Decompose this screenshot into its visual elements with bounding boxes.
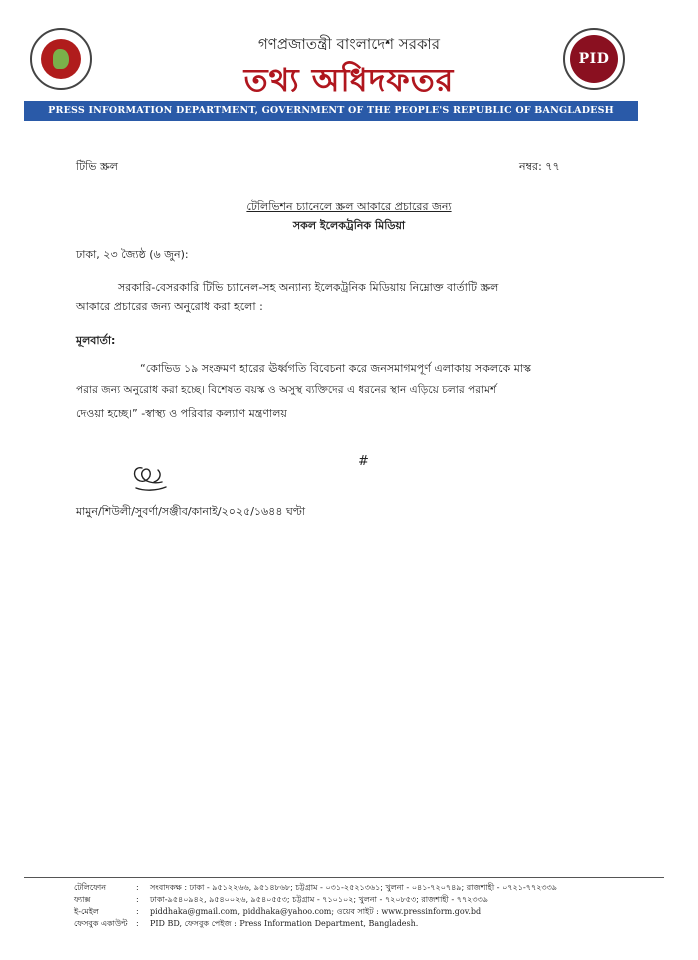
message-heading: মূলবার্তা: <box>76 334 116 347</box>
government-name: গণপ্রজাতন্ত্রী বাংলাদেশ সরকার <box>257 35 441 53</box>
pid-logo-text: PID <box>578 51 610 67</box>
subject-line: টেলিভিশন চ্যানেলে স্ক্রল আকারে প্রচারের জন্য <box>246 200 452 213</box>
handwritten-signature-icon <box>128 460 172 496</box>
office-name: তথ্য অধিদফতর <box>243 61 455 99</box>
footer-label: ফেসবুক একাউন্ট <box>74 919 128 928</box>
footer-value[interactable]: piddhaka@gmail.com, piddhaka@yahoo.com; ওয়েব সাইট : www.pressinform.gov.bd <box>150 907 482 916</box>
message-line-3: দেওয়া হচ্ছে।” -স্বাস্থ্য ও পরিবার কল্যাণ মন্ত্রণালয় <box>76 407 287 420</box>
footer-row-email: ই-মেইল : piddhaka@gmail.com, piddhaka@yahoo.com; ওয়েব সাইট : www.pressinform.gov.bd <box>74 906 481 919</box>
message-line-2: পরার জন্য অনুরোধ করা হচ্ছে। বিশেষত বয়স্ক ও অসুস্থ ব্যক্তিদের এ ধরনের স্থান এড়িয়ে চলার পরামর্শ <box>76 384 497 396</box>
category-label: টিভি স্ক্রল <box>76 160 118 173</box>
recipient-line: সকল ইলেকট্রনিক মিডিয়া <box>292 219 406 232</box>
footer-row-fax: ফ্যাক্স : ঢাকা-৯৫৪০৯৪২, ৯৫৪০০২৬, ৯৫৪০৫৫৩; চট্টগ্রাম - ৭১০১০২; খুলনা - ৭২০৮৫৩; রাজশাহী - ৭৭২৩৩৯ <box>74 894 488 907</box>
request-line-1: সরকারি-বেসরকারি টিভি চ্যানেল-সহ অন্যান্য ইলেকট্রনিক মিডিয়ায় নিম্নোক্ত বার্তাটি স্ক্রল <box>118 281 499 294</box>
footer-row-facebook: ফেসবুক একাউন্ট : PID BD, ফেসবুক পেইজ : Press Information Department, Bangladesh. <box>74 918 418 931</box>
footer-value: সংবাদকক্ষ : ঢাকা - ৯৫১২২৬৬, ৯৫১৪৮৬৮; চট্টগ্রাম - ০৩১-২৫২১৩৬১; খুলনা - ০৪১-৭২০৭৪৯; রাজশাহী - ০৭২১-৭৭২৩৩৯ <box>150 883 557 892</box>
request-line-2: আকারে প্রচারের জন্য অনুরোধ করা হলো : <box>76 300 263 313</box>
end-mark: # <box>358 454 369 469</box>
message-line-1: “কোভিড ১৯ সংক্রমণ হারের ঊর্ধ্বগতি বিবেচনা করে জনসমাগমপূর্ণ এলাকায় সকলকে মাস্ক <box>140 362 531 375</box>
footer-value[interactable]: PID BD, ফেসবুক পেইজ : Press Information Department, Bangladesh. <box>150 919 419 928</box>
footer-label: ফ্যাক্স <box>74 895 91 904</box>
signoff-line: মামুন/শিউলী/সুবর্ণা/সঞ্জীব/কানাই/২০২৫/১৬৪৪ ঘণ্টা <box>76 505 306 518</box>
footer-row-phone: টেলিফোন : সংবাদকক্ষ : ঢাকা - ৯৫১২২৬৬, ৯৫১৪৮৬৮; চট্টগ্রাম - ০৩১-২৫২১৩৬১; খুলনা - ০৪১-৭২০৭৪৯; রাজশাহী - ০৭২১-৭৭২৩৩৯ <box>74 882 557 895</box>
date-line: ঢাকা, ২৩ জ্যৈষ্ঠ (৬ জুন): <box>76 248 189 261</box>
footer-label: ই-মেইল <box>74 907 99 916</box>
department-banner: PRESS INFORMATION DEPARTMENT, GOVERNMENT OF THE PEOPLE'S REPUBLIC OF BANGLADESH <box>24 101 638 121</box>
press-number: নম্বর: ৭৭ <box>519 160 560 173</box>
footer-divider <box>24 877 664 878</box>
footer-value: ঢাকা-৯৫৪০৯৪২, ৯৫৪০০২৬, ৯৫৪০৫৫৩; চট্টগ্রাম - ৭১০১০২; খুলনা - ৭২০৮৫৩; রাজশাহী - ৭৭২৩৩৯ <box>150 895 488 904</box>
footer-label: টেলিফোন <box>74 883 107 892</box>
